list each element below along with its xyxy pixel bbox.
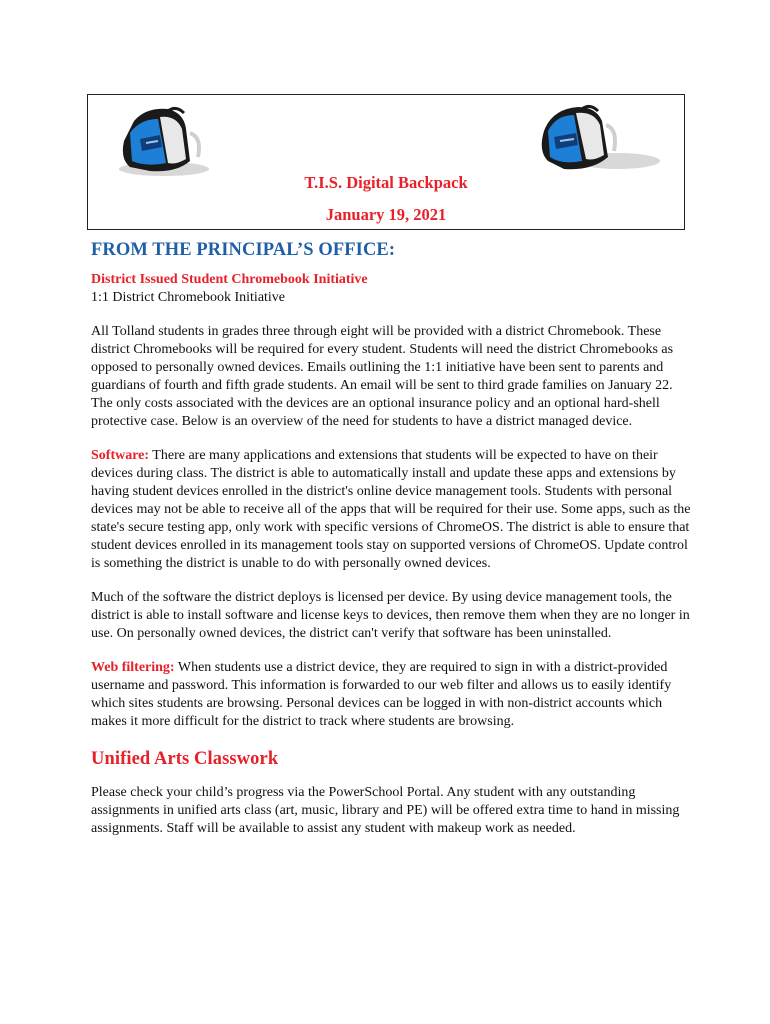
web-filtering-text: When students use a district device, they are required to sign in with a district-provided username and password. This information is forwarded to our web filter and allows us to easily identify which sites students are browsing. Personal devices can be logged in with non-district accounts which makes it more difficult for the district to track where students are browsing. [91,660,672,729]
newsletter-date: January 19, 2021 [325,205,447,224]
newsletter-header-box [87,94,685,230]
initiative-title: District Issued Student Chromebook Initiative [91,272,368,287]
principal-heading: FROM THE PRINCIPAL’S OFFICE: [91,240,396,260]
software-text: There are many applications and extensions that students will be expected to have on their devices during class. The district is able to automatically install and update these apps and extensions by having student devices enrolled in the district's online device management tools. Students with personal devices may not be able to receive all of the apps that will be required for their use. Some apps, such as the state's secure testing app, only work with specific versions of ChromeOS. The district is able to ensure that student devices enrolled in its management tools stay on supported versions of ChromeOS. Update control is something the district is unable to do with personally owned devices. [91,448,691,571]
unified-arts-heading: Unified Arts Classwork [91,749,279,769]
licensing-paragraph: Much of the software the district deploys is licensed per device. By using device management tools, the district is able to install software and license keys to devices, then remove them when they are no longer in use. On personally owned devices, the district can't verify that software has been uninstalled. [91,590,690,641]
newsletter-title: T.I.S. Digital Backpack [304,173,468,192]
software-label: Software: [91,448,150,463]
newsletter-body [91,240,691,838]
backpack-icon [534,101,662,177]
web-filtering-paragraph [91,659,691,731]
intro-paragraph: All Tolland students in grades three through eight will be provided with a district Chromebook. These district Chromebooks will be required for every student. Students will need the district Chromebooks as opposed to personally owned devices. Emails outlining the 1:1 initiative have been sent to parents and guardians of fourth and fifth grade students. An email will be sent to third grade families on January 22. The only costs associated with the devices are an optional insurance policy and an optional hard-shell protective case. Below is an overview of the need for students to have a district managed device. [91,324,674,429]
backpack-icon [106,103,211,179]
unified-arts-paragraph: Please check your child’s progress via the PowerSchool Portal. Any student with any outstanding assignments in unified arts class (art, music, library and PE) will be offered extra time to hand in missing assignments. Staff will be available to assist any student with makeup work as needed. [91,785,680,836]
software-paragraph [91,447,691,573]
web-filtering-label: Web filtering: [91,660,175,675]
initiative-subtitle: 1:1 District Chromebook Initiative [91,290,286,305]
